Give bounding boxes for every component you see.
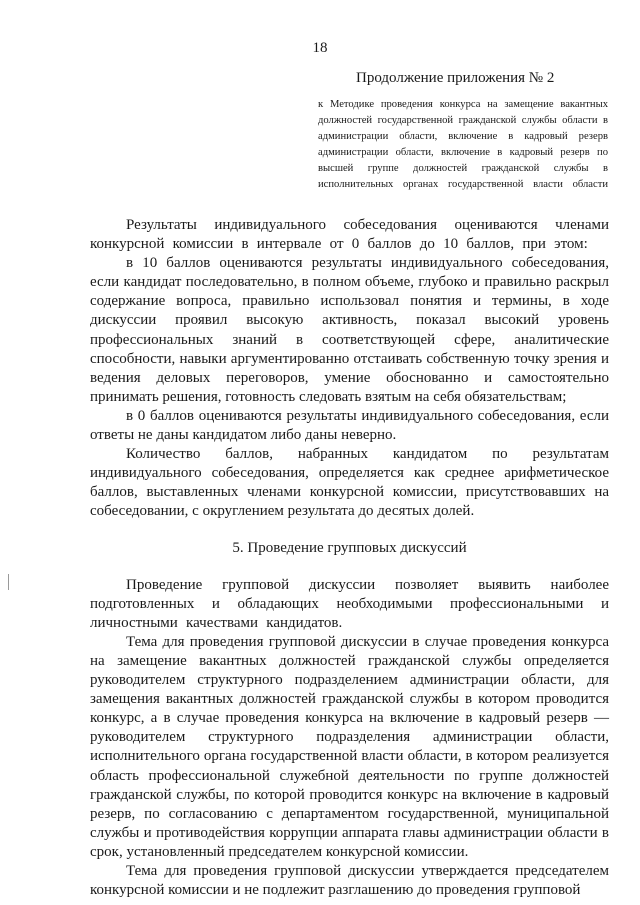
document-body [90, 216, 609, 900]
appendix-title: Продолжение приложения № 2 [356, 70, 555, 86]
margin-mark [8, 574, 9, 590]
paragraph-score-average: Количество баллов, набранных кандидатом по результатам индивидуального собеседования, определяется как среднее арифметическое баллов, выставленных членами конкурсной комиссии, присутствовавших на собеседовании, с округлением результата до десятых долей. [90, 446, 609, 520]
appendix-reference: к Методике проведения конкурса на замещение вакантных должностей государственной гражданской службы области в администрации области, включение в кадровый резерв администрации области, включение в кадровый резерв по высшей группе должностей гражданской службы в исполнительных органах государственной власти области [318, 99, 608, 190]
paragraph-discussion-purpose: Проведение групповой дискуссии позволяет выявить наиболее подготовленных и обладающих необходимыми профессиональными и личностными качествами кандидатов. [90, 576, 609, 631]
paragraph-discussion-topic: Тема для проведения групповой дискуссии в случае проведения конкурса на замещение вакантных должностей гражданской службы определяется руководителем структурного подразделением администрации области, для замещения вакантных должностей гражданской службы в котором проводится конкурс, а в случае проведения конкурса на включение в кадровый резерв — руководителем структурного подразделения администрации области, исполнительного органа государственной власти области, в котором реализуется область профессиональной служебной деятельности по группе должностей гражданской службы, по которой проводится конкурс на включение в кадровый резерв, по согласованию с департаментом государственной, муниципальной службы и противодействия коррупции аппарата главы администрации области в срок, установленный председателем конкурсной комиссии. [90, 633, 609, 860]
page-number: 18 [312, 40, 328, 56]
paragraph-zero-points: в 0 баллов оцениваются результаты индивидуального собеседования, если ответы не даны кандидатом либо даны неверно. [90, 407, 609, 444]
section-heading: 5. Проведение групповых дискуссий [232, 539, 467, 556]
paragraph-interview-scoring-intro: Результаты индивидуального собеседования оцениваются членами конкурсной комиссии в интервале от 0 баллов до 10 баллов, при этом: [90, 217, 609, 253]
paragraph-topic-approval: Тема для проведения групповой дискуссии утверждается председателем конкурсной комиссии и не подлежит разглашению до проведения групповой [90, 863, 609, 899]
paragraph-ten-points: в 10 баллов оцениваются результаты индивидуального собеседования, если кандидат последовательно, в полном объеме, глубоко и правильно раскрыл содержание вопроса, правильно использовал понятия и термины, в ходе дискуссии проявил высокую активность, показал высокий уровень профессиональных знаний в соответствующей сфере, аналитические способности, навыки аргументированно отстаивать собственную точку зрения и ведения деловых переговоров, умение обоснованно и самостоятельно принимать решения, готовность следовать взятым на себя обязательствам; [90, 255, 609, 405]
